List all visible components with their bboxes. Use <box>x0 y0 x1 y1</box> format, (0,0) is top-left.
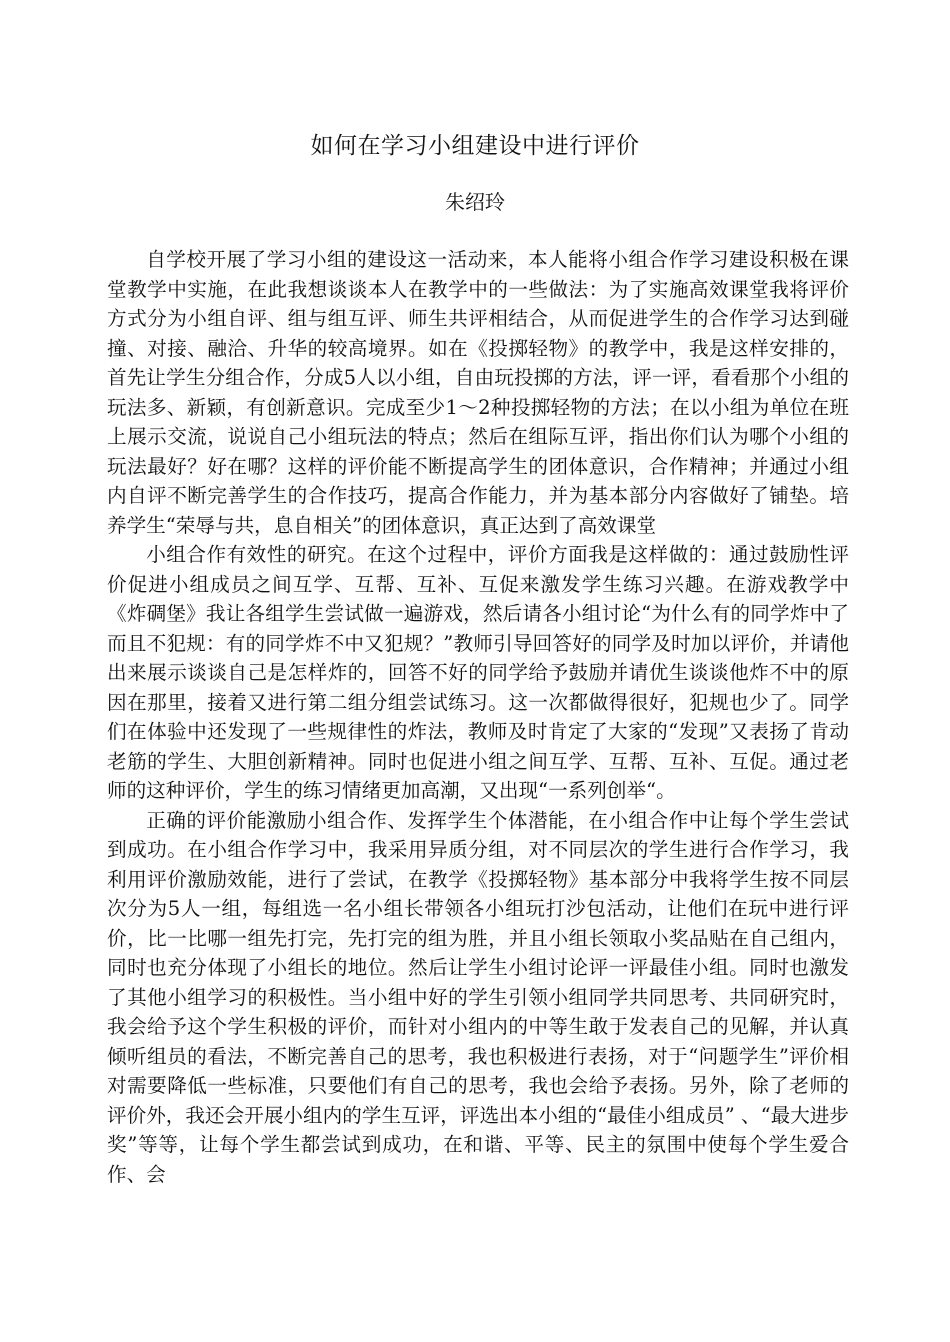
paragraph-1: 自学校开展了学习小组的建设这一活动来，本人能将小组合作学习建设积极在课堂教学中实施，在此我想谈谈本人在教学中的一些做法：为了实施高效课堂我将评价方式分为小组自评、组与组互评、师生共评相结合，从而促进学生的合作学习达到碰撞、对接、融洽、升华的较高境界。如在《投掷轻物》的教学中，我是这样安排的，首先让学生分组合作，分成5人以小组，自由玩投掷的方法，评一评，看看那个小组的玩法多、新颖，有创新意识。完成至少1～2种投掷轻物的方法；在以小组为单位在班上展示交流，说说自己小组玩法的特点；然后在组际互评，指出你们认为哪个小组的玩法最好？好在哪？这样的评价能不断提高学生的团体意识，合作精神；并通过小组内自评不断完善学生的合作技巧，提高合作能力，并为基本部分内容做好了铺垫。培养学生“荣辱与共，息自相关”的团体意识，真正达到了高效课堂 <box>107 248 849 537</box>
paragraph-3: 正确的评价能激励小组合作、发挥学生个体潜能，在小组合作中让每个学生尝试到成功。在小组合作学习中，我采用异质分组，对不同层次的学生进行合作学习，我利用评价激励效能，进行了尝试，在教学《投掷轻物》基本部分中我将学生按不同层次分为5人一组，每组选一名小组长带领各小组玩打沙包活动，让他们在玩中进行评价，比一比哪一组先打完，先打完的组为胜，并且小组长领取小奖品贴在自己组内，同时也充分体现了小组长的地位。然后让学生小组讨论评一评最佳小组。同时也激发了其他小组学习的积极性。当小组中好的学生引领小组同学共同思考、共同研究时，我会给予这个学生积极的评价，而针对小组内的中等生敢于发表自己的见解，并认真倾听组员的看法，不断完善自己的思考，我也积极进行表扬，对于“问题学生”评价相对需要降低一些标准，只要他们有自己的思考，我也会给予表扬。另外，除了老师的评价外，我还会开展小组内的学生互评，评选出本小组的“最佳小组成员” 、“最大进步奖”等等，让每个学生都尝试到成功，在和谐、平等、民主的氛围中使每个学生爱合作、会 <box>107 808 849 1186</box>
document-body <box>107 245 849 1189</box>
document-author: 朱绍玲 <box>445 190 505 214</box>
document-title: 如何在学习小组建设中进行评价 <box>310 133 640 159</box>
paragraph-2: 小组合作有效性的研究。在这个过程中，评价方面我是这样做的：通过鼓励性评价促进小组成员之间互学、互帮、互补、互促来激发学生练习兴趣。在游戏教学中《炸碉堡》我让各组学生尝试做一遍游戏，然后请各小组讨论“为什么有的同学炸中了而且不犯规：有的同学炸不中又犯规？”教师引导回答好的同学及时加以评价，并请他出来展示谈谈自己是怎样炸的，回答不好的同学给予鼓励并请优生谈谈他炸不中的原因在那里，接着又进行第二组分组尝试练习。这一次都做得很好，犯规也少了。同学们在体验中还发现了一些规律性的炸法，教师及时肯定了大家的“发现”又表扬了肯动老筋的学生、大胆创新精神。同时也促进小组之间互学、互帮、互补、互促。通过老师的这种评价，学生的练习情绪更加高潮，又出现“一系列创举“。 <box>107 543 849 802</box>
